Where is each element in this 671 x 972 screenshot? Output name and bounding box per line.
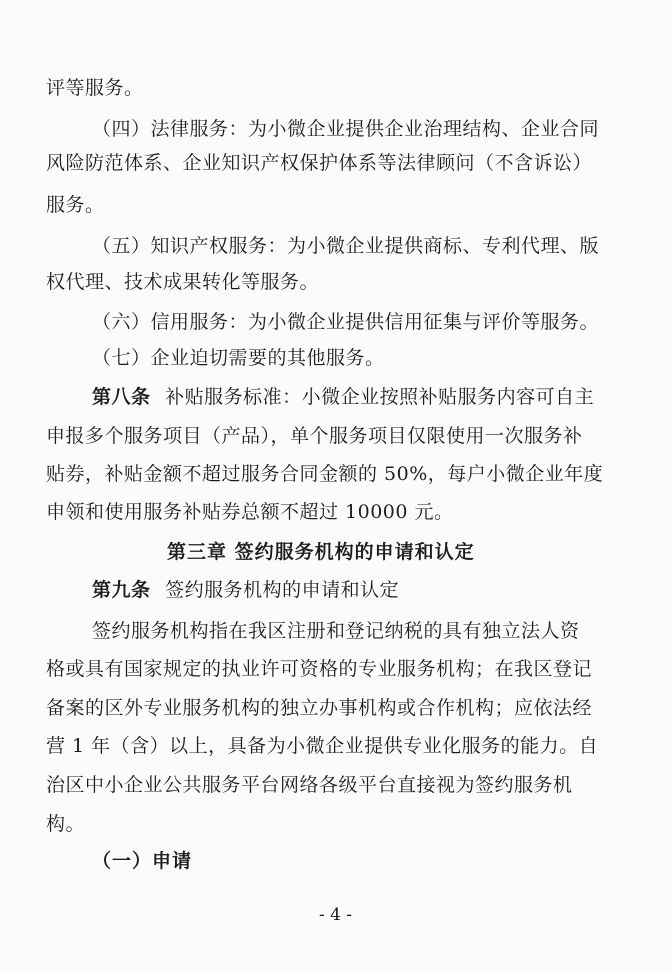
page-number: - 4 -	[318, 905, 353, 925]
text-line: 申领和使用服务补贴券总额不超过 10000 元。	[46, 501, 454, 523]
text-line: 签约服务机构指在我区注册和登记纳税的具有独立法人资	[92, 620, 580, 642]
text-line: 服务。	[46, 194, 105, 216]
text-line: 备案的区外专业服务机构的独立办事机构或合作机构；应依法经	[46, 697, 593, 719]
text-segment: 补贴服务标准：小微企业按照补贴服务内容可自主	[165, 386, 595, 408]
article-8-line	[92, 385, 594, 409]
text-line: 权代理、技术成果转化等服务。	[46, 271, 320, 293]
text-line: 构。	[46, 813, 86, 835]
article-9-line	[92, 578, 399, 602]
text-line: （五）知识产权服务：为小微企业提供商标、专利代理、版	[92, 235, 600, 257]
text-line: 申报多个服务项目（产品），单个服务项目仅限使用一次服务补	[46, 425, 583, 447]
text-line: 格或具有国家规定的执业许可资格的专业服务机构；在我区登记	[46, 658, 593, 680]
text-line: 营 1 年（含）以上，具备为小微企业提供专业化服务的能力。自	[46, 735, 599, 757]
text-line: （七）企业迫切需要的其他服务。	[92, 347, 385, 369]
article-9-label: 第九条	[92, 579, 151, 601]
article-8-label: 第八条	[92, 386, 151, 408]
sub-heading: （一）申请	[92, 850, 193, 872]
text-line: 贴券，补贴金额不超过服务合同金额的 50%，每户小微企业年度	[46, 463, 604, 485]
text-segment: 签约服务机构的申请和认定	[165, 579, 400, 601]
text-line: 评等服务。	[46, 77, 144, 99]
text-line: 风险防范体系、企业知识产权保护体系等法律顾问（不含诉讼）	[46, 152, 593, 174]
text-line: （六）信用服务：为小微企业提供信用征集与评价等服务。	[92, 311, 600, 333]
text-line: 治区中小企业公共服务平台网络各级平台直接视为签约服务机	[46, 774, 573, 796]
chapter-heading: 第三章 签约服务机构的申请和认定	[167, 541, 475, 563]
text-line: （四）法律服务：为小微企业提供企业治理结构、企业合同	[92, 118, 600, 140]
